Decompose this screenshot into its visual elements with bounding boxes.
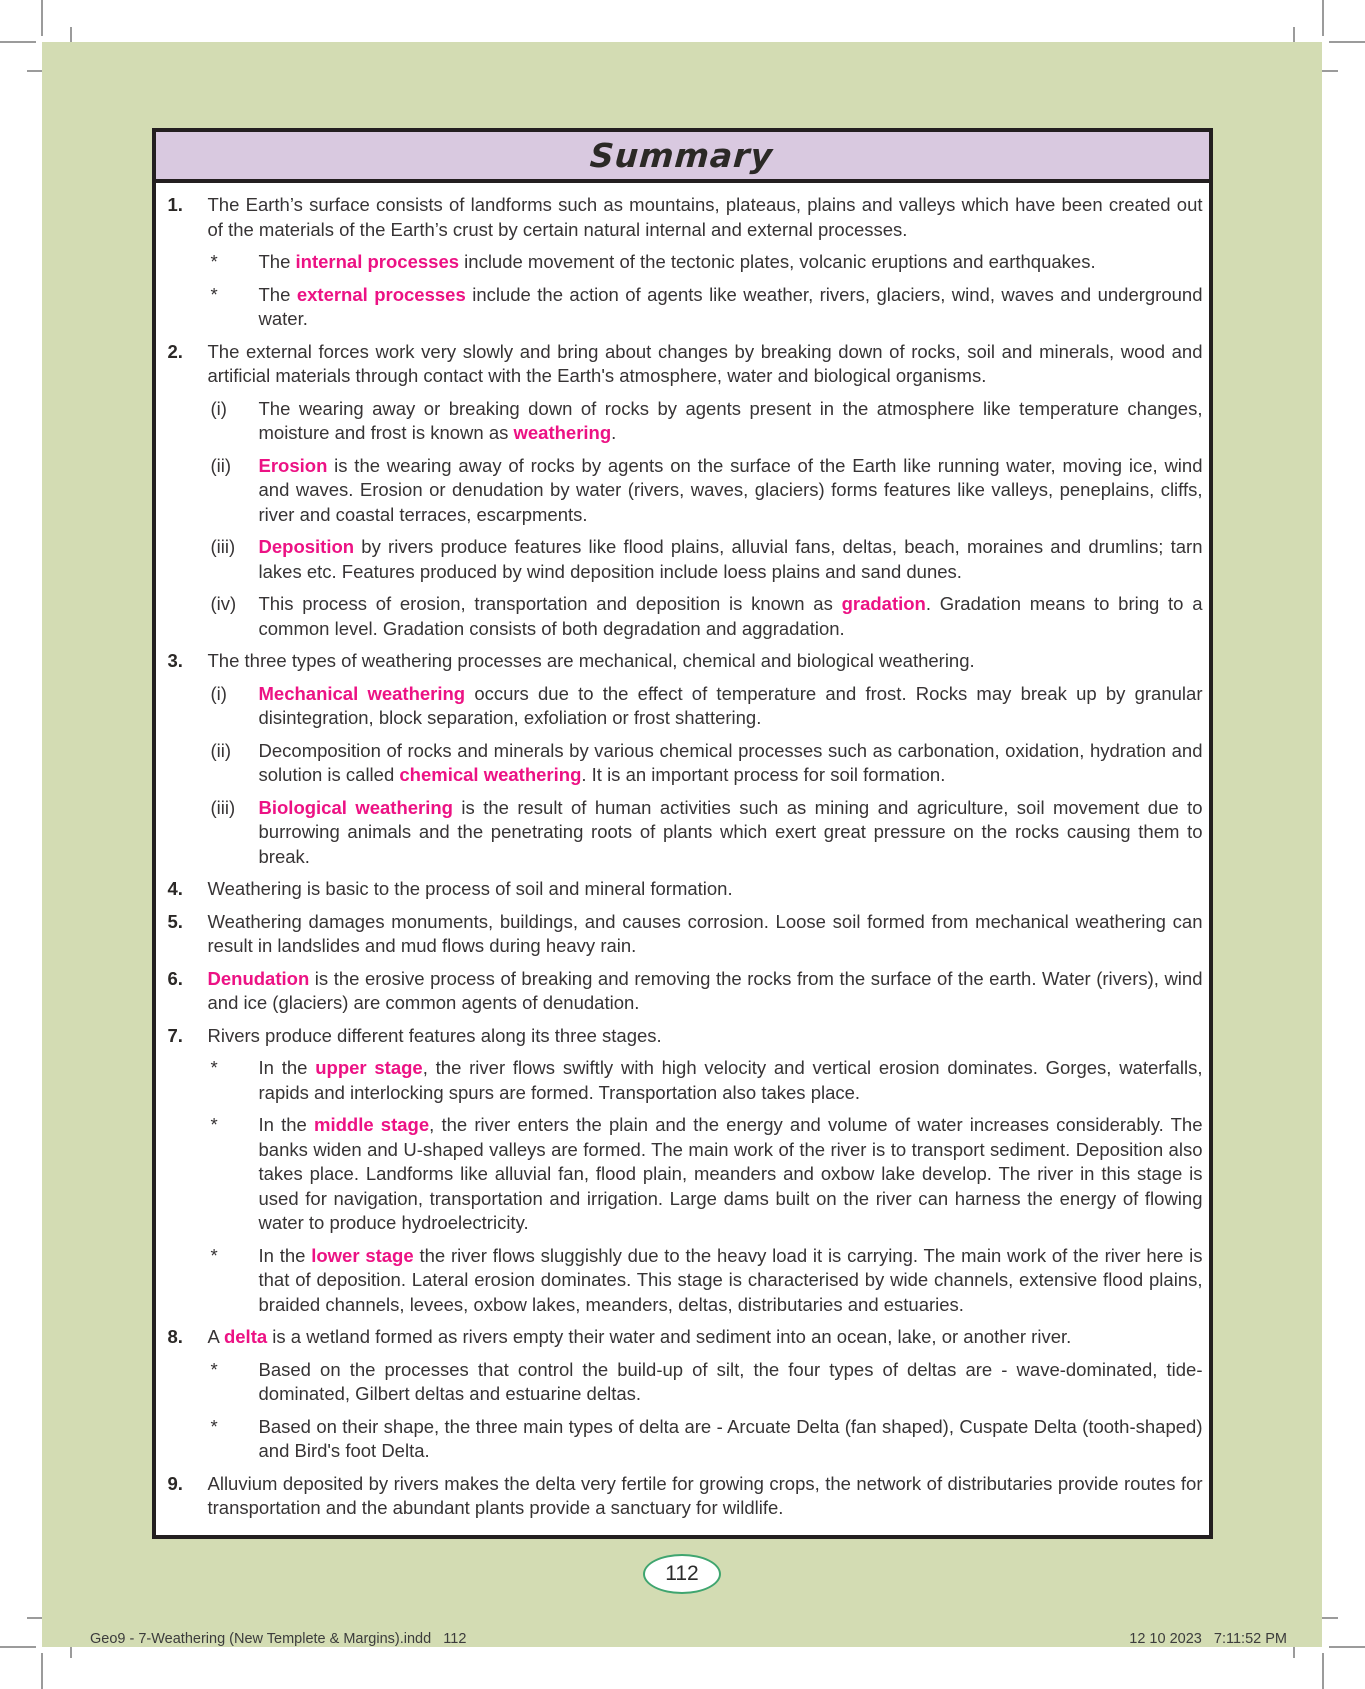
summary-box: [152, 128, 1213, 1539]
text-run: , the river flows swiftly with high velocity and vertical erosion dominates. Gorges, waterfalls, rapids and interlocking spurs are formed. Transportation also takes place.: [258, 1057, 1203, 1103]
text-run: occurs due to the effect of temperature and frost. Rocks may break up by granular disintegration, block separation, exfoliation or frost shattering.: [258, 682, 1203, 728]
text-run: A: [207, 1326, 224, 1347]
summary-item: [168, 967, 1203, 1016]
item-text: [208, 910, 1203, 959]
text-run: is a wetland formed as rivers empty their water and sediment into an ocean, lake, or another river.: [267, 1326, 1072, 1347]
summary-content: [156, 183, 1209, 1535]
summary-item: [168, 1472, 1203, 1521]
crop-mark: [1329, 1646, 1365, 1648]
keyword: internal processes: [295, 251, 460, 272]
text-run: The Earth’s surface consists of landforms such as mountains, plateaus, plains and valleys which have been created out of the materials of the Earth’s crust by certain natural internal and external processes.: [207, 194, 1203, 240]
subitem-text: [259, 1056, 1203, 1105]
summary-subitem: [211, 283, 1203, 332]
text-run: Weathering is basic to the process of soil and mineral formation.: [207, 878, 733, 899]
text-run: The external forces work very slowly and bring about changes by breaking down of rocks, soil and minerals, wood and artificial materials through contact with the Earth's atmosphere, water and biological organisms.: [207, 340, 1203, 386]
item-number: 3.: [167, 650, 183, 671]
text-run: , the river enters the plain and the energy and volume of water increases considerably. The banks widen and U-shaped valleys are formed. The main work of the river is to transport sediment. Deposition also takes place. Landforms like alluvial fan, flood plain, meanders and oxbow lake develop. The river in this stage is used for navigation, transportation and irrigation. Large dams built on the river can harness the energy of flowing water to produce hydroelectricity.: [258, 1114, 1203, 1233]
subitem-marker: *: [210, 1114, 218, 1135]
keyword: gradation: [841, 593, 926, 614]
subitem-text: [259, 1113, 1203, 1236]
text-run: by rivers produce features like flood plains, alluvial fans, deltas, beach, moraines and drumlins; tarn lakes etc. Features produced by wind deposition include loess plains and sand dunes.: [258, 536, 1203, 582]
keyword: Biological weathering: [258, 796, 453, 818]
item-text: [208, 340, 1203, 389]
text-run: is the result of human activities such as mining and agriculture, soil movement due to burrowing animals and the penetrating roots of plants which exert great pressure on the rocks causing them to break.: [258, 796, 1203, 867]
summary-item: [168, 1024, 1203, 1049]
subitem-text: [259, 739, 1203, 788]
text-run: .: [611, 422, 617, 443]
subitem-marker: (i): [210, 397, 227, 419]
summary-subitem: [211, 1244, 1203, 1318]
subitem-marker: (iii): [210, 536, 236, 557]
summary-subitem: [211, 454, 1203, 528]
subitem-marker: *: [210, 1057, 218, 1078]
text-run: Alluvium deposited by rivers makes the delta very fertile for growing crops, the network of distributaries provide routes for transportation and the abundant plants provide a sanctuary for wildlife.: [207, 1472, 1203, 1518]
item-text: [208, 1325, 1203, 1350]
keyword: delta: [223, 1326, 268, 1347]
subitem-marker: (ii): [210, 739, 232, 761]
item-number: 5.: [167, 910, 183, 932]
summary-subitem: [211, 1113, 1203, 1236]
keyword: middle stage: [314, 1114, 430, 1135]
summary-subitem: [211, 592, 1203, 641]
summary-subitem: [211, 535, 1203, 584]
subitem-text: [259, 682, 1203, 731]
summary-subitem: [211, 682, 1203, 731]
text-run: Decomposition of rocks and minerals by various chemical processes such as carbonation, oxidation, hydration and solution is called: [258, 739, 1203, 785]
subitem-text: [259, 796, 1203, 870]
subitem-text: [259, 535, 1203, 584]
subitem-text: [259, 250, 1203, 275]
crop-mark: [0, 1646, 36, 1648]
subitem-marker: *: [210, 1358, 218, 1380]
item-number: 2.: [167, 340, 183, 362]
subitem-text: [259, 397, 1203, 446]
crop-mark: [1322, 0, 1324, 36]
summary-subitem: [211, 739, 1203, 788]
keyword: chemical weathering: [399, 764, 582, 785]
summary-subitem: [211, 1056, 1203, 1105]
summary-title: Summary: [589, 136, 775, 175]
text-run: In the: [258, 1057, 316, 1078]
keyword: external processes: [296, 283, 466, 305]
crop-mark: [41, 1653, 43, 1689]
summary-subitem: [211, 397, 1203, 446]
subitem-text: [259, 592, 1203, 641]
item-number: 1.: [167, 194, 183, 215]
keyword: Mechanical weathering: [258, 682, 466, 704]
item-text: [208, 1024, 1203, 1049]
text-run: . Gradation means to bring to a common level. Gradation consists of both degradation and aggradation.: [258, 593, 1203, 639]
subitem-marker: *: [210, 1415, 218, 1437]
summary-subitem: [211, 796, 1203, 870]
keyword: upper stage: [315, 1057, 423, 1078]
crop-mark: [1329, 41, 1365, 43]
subitem-text: [259, 1415, 1203, 1464]
text-run: The: [258, 283, 297, 305]
item-number: 9.: [167, 1472, 183, 1494]
subitem-text: [259, 1244, 1203, 1318]
summary-item: [168, 193, 1203, 242]
summary-item: [168, 910, 1203, 959]
summary-item: [168, 649, 1203, 674]
crop-mark: [1322, 1653, 1324, 1689]
page-number: 112: [665, 1561, 699, 1585]
crop-mark: [0, 41, 36, 43]
text-run: . It is an important process for soil formation.: [581, 764, 946, 785]
subitem-marker: *: [210, 283, 218, 305]
item-text: [208, 649, 1203, 674]
summary-header: [156, 132, 1209, 183]
keyword: Deposition: [258, 536, 355, 557]
text-run: In the: [258, 1114, 314, 1135]
text-run: Based on their shape, the three main types of delta are - Arcuate Delta (fan shaped), Cuspate Delta (tooth-shaped) and Bird's foot Delta.: [258, 1415, 1203, 1461]
text-run: include the action of agents like weather, rivers, glaciers, wind, waves and underground water.: [258, 283, 1203, 329]
summary-item: [168, 340, 1203, 389]
text-run: The: [258, 251, 296, 272]
text-run: Based on the processes that control the build-up of silt, the four types of deltas are - wave-dominated, tide-dominated, Gilbert deltas and estuarine deltas.: [258, 1358, 1203, 1404]
item-text: [208, 1472, 1203, 1521]
item-number: 7.: [167, 1024, 183, 1046]
keyword: weathering: [513, 422, 612, 443]
text-run: This process of erosion, transportation and deposition is known as: [258, 593, 842, 614]
book-page: [42, 42, 1322, 1647]
subitem-marker: (i): [210, 682, 227, 704]
subitem-text: [259, 1358, 1203, 1407]
summary-subitem: [211, 1358, 1203, 1407]
text-run: The wearing away or breaking down of rocks by agents present in the atmosphere like temperature changes, moisture and frost is known as: [258, 397, 1203, 443]
footer-filename: Geo9 - 7-Weathering (New Templete & Margins).indd 112: [90, 1631, 467, 1647]
summary-item: [168, 877, 1203, 902]
item-number: 4.: [167, 878, 183, 899]
footer-slug: [90, 1631, 1287, 1647]
text-run: is the wearing away of rocks by agents on the surface of the Earth like running water, moving ice, wind and waves. Erosion or denudation by water (rivers, waves, glaciers) forms features like valleys, peneplains, cliffs, river and coastal terraces, escarpments.: [258, 454, 1203, 525]
keyword: lower stage: [311, 1244, 414, 1266]
subitem-marker: *: [210, 251, 218, 272]
text-run: the river flows sluggishly due to the heavy load it is carrying. The main work of the river here is that of deposition. Lateral erosion dominates. This stage is characterised by wide channels, extensive flood plains, braided channels, levees, oxbow lakes, meanders, deltas, distributaries and estuaries.: [258, 1244, 1203, 1315]
text-run: Rivers produce different features along its three stages.: [207, 1024, 662, 1046]
text-run: is the erosive process of breaking and removing the rocks from the surface of the earth. Water (rivers), wind and ice (glaciers) are common agents of denudation.: [207, 967, 1203, 1013]
item-number: 8.: [167, 1326, 183, 1347]
subitem-text: [259, 454, 1203, 528]
text-run: The three types of weathering processes are mechanical, chemical and biological weathering.: [207, 650, 975, 671]
subitem-marker: *: [210, 1244, 218, 1266]
crop-mark: [41, 0, 43, 36]
subitem-text: [259, 283, 1203, 332]
item-number: 6.: [167, 967, 183, 989]
summary-item: [168, 1325, 1203, 1350]
subitem-marker: (iv): [210, 593, 237, 614]
summary-subitem: [211, 1415, 1203, 1464]
keyword: Erosion: [258, 454, 328, 476]
keyword: Denudation: [207, 967, 310, 989]
subitem-marker: (iii): [210, 796, 236, 818]
item-text: [208, 967, 1203, 1016]
page-number-badge: [643, 1554, 721, 1594]
summary-subitem: [211, 250, 1203, 275]
text-run: include movement of the tectonic plates, volcanic eruptions and earthquakes.: [459, 251, 1096, 272]
footer-timestamp: 12 10 2023 7:11:52 PM: [1129, 1631, 1287, 1647]
item-text: [208, 193, 1203, 242]
text-run: Weathering damages monuments, buildings, and causes corrosion. Loose soil formed from mechanical weathering can result in landslides and mud flows during heavy rain.: [207, 910, 1203, 956]
item-text: [208, 877, 1203, 902]
text-run: In the: [258, 1244, 312, 1266]
subitem-marker: (ii): [210, 454, 232, 476]
